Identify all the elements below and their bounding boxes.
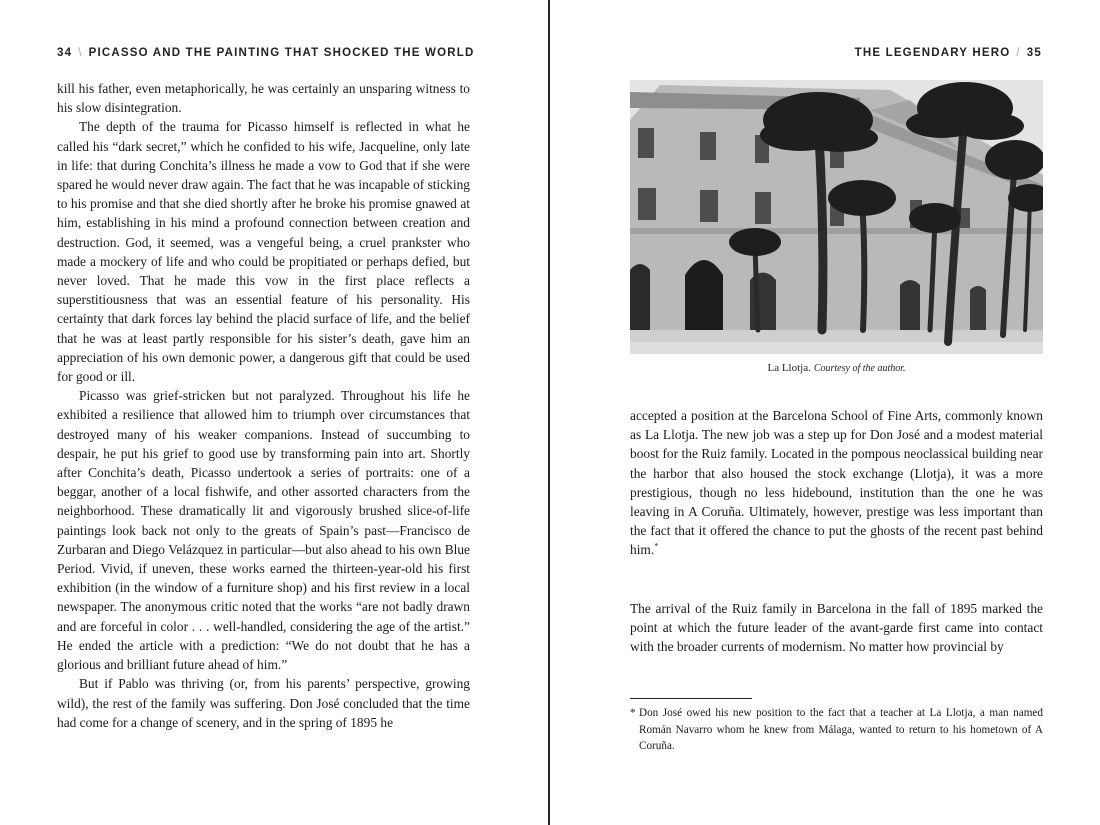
footnote [630, 705, 1043, 755]
paragraph-trauma: The depth of the trauma for Picasso himself is reflected in what he called his “dark secret,” which he confided to his wife, Jacqueline, only late in life: that during Conchita’s illness he made a vow to God that if she were spared he would never draw again. The fact that he was incapable of sticking to his promise and that she died shortly after he broke his promise gnawed at him, establishing in his mind a profound connection between creation and destruction. God, it seemed, was a vengeful being, a cruel prankster who made a mockery of life and who could be propitiated or perhaps defied, but never loved. That he made this vow in the first place reflects a superstitiousness that was an essential feature of his personality. His certainty that dark forces lay behind the placid surface of life, and the belief that he was at least partly responsible for his sister’s death, gave him an appreciation of his own demonic power, a dangerous gift that could be used for good or ill. [57, 119, 470, 385]
paragraph-family: But if Pablo was thriving (or, from his parents’ perspective, growing wild), the rest of the family was suffering. Don José concluded that the time had come for a change of scenery, and in the spring of 1895 he [57, 676, 470, 730]
footnote-reference[interactable]: * [654, 541, 659, 551]
right-page [550, 0, 1100, 825]
caption-credit: Courtesy of the author. [813, 363, 906, 374]
right-body-text-1 [630, 406, 1043, 560]
footnote-text: Don José owed his new position to the fact that a teacher at La Llotja, a man named Román Navarro whom he knew from Málaga, wanted to return to his hometown of A Coruña. [639, 707, 1043, 752]
paragraph-la-llotja [630, 406, 1043, 560]
left-body-text [57, 79, 470, 732]
left-head-separator: \ [78, 47, 83, 59]
paragraph-resilience: Picasso was grief-stricken but not paralyzed. Throughout his life he exhibited a resilience that allowed him to triumph over circumstances that destroyed many of his weaker companions. Instead of succumbing to despair, he put his grief to good use by transforming pain into art. Shortly after Conchita’s death, Picasso undertook a series of portraits: one of a beggar, another of a local fishwife, and other assorted characters from the neighborhood. These dramatically lit and vigorously brushed slice-of-life paintings look back not only to the greats of Spain’s past—Francisco de Zurbaran and Diego Velázquez in particular—but also ahead to his own Blue Period. Vivid, if uneven, these works earned the thirteen-year-old his first exhibition (in the window of a furniture shop) and his first review in a local newspaper. The anonymous critic noted that the works “are not badly drawn and are forceful in color . . . well-handled, considering the age of the artist.” He ended the article with a prediction: “We do not doubt that he has a glorious and brilliant future ahead of him.” [57, 388, 470, 673]
left-page-number: 34 [57, 47, 73, 59]
photo-caption [630, 362, 1043, 374]
building-illustration [630, 80, 1043, 354]
caption-text: La Llotja. [767, 362, 811, 374]
la-llotja-photo [630, 80, 1043, 354]
chapter-title-head: THE LEGENDARY HERO [854, 47, 1011, 59]
paragraph-barcelona-arrival: The arrival of the Ruiz family in Barcelona in the fall of 1895 marked the point at which the future leader of the avant-garde first came into contact with the broader currents of modernism. No matter how provincial by [630, 601, 1043, 655]
footnote-rule [630, 698, 752, 699]
right-page-number: 35 [1026, 47, 1042, 59]
right-head-separator: / [1016, 47, 1021, 59]
paragraph-continued: kill his father, even metaphorically, he was certainly an unsparing witness to his slow disintegration. [57, 81, 470, 116]
left-running-head [57, 47, 474, 59]
footnote-marker: * [630, 707, 636, 719]
book-title-head: PICASSO AND THE PAINTING THAT SHOCKED THE WORLD [88, 47, 475, 59]
right-running-head [855, 47, 1042, 59]
right-body-text-2 [630, 599, 1043, 657]
paragraph-la-llotja-text: accepted a position at the Barcelona School of Fine Arts, commonly known as La Llotja. The new job was a step up for Don José and a modest material boost for the Ruiz family. Located in the pompous neoclassical building near the harbor that also housed the stock exchange (Llotja), it was a more prestigious, though no less hidebound, institution than the one he was leaving in A Coruña. Ultimately, however, prestige was less important than the fact that it offered the chance to put the ghosts of the recent past behind him. [630, 408, 1043, 558]
